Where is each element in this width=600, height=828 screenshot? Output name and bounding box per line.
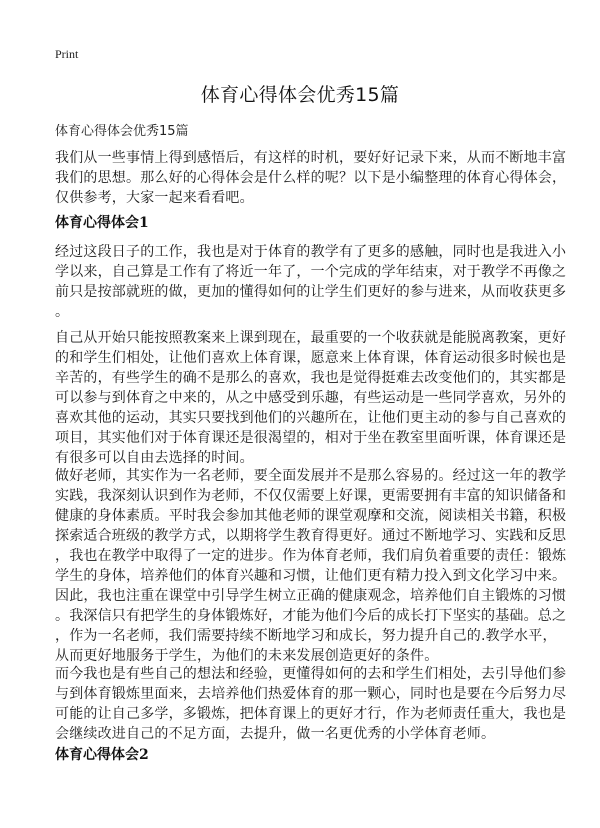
text-line: ，作为一名老师，我们需要持续不断地学习和成长，努力提升自己的.教学水平，	[55, 628, 557, 644]
text-line: 我们的思想。那么好的心得体会是什么样的呢？以下是小编整理的体育心得体会，	[55, 170, 567, 186]
text-line: 。我深信只有把学生的身体锻炼好，才能为他们今后的成长打下坚实的基础。总之	[55, 608, 567, 624]
print-label[interactable]: Print	[55, 47, 79, 61]
text-line: 前只是按部就班的做，更加的懂得如何的让学生们更好的参与进来，从而收获更多	[55, 284, 567, 300]
section-1-paragraph-3	[55, 466, 567, 666]
text-line: 因此，我也注重在课堂中引导学生树立正确的健康观念，培养他们自主锻炼的习惯	[55, 588, 567, 604]
text-line: 健康的身体素质。平时我会参加其他老师的课堂观摩和交流，阅读相关书籍，积极	[55, 508, 567, 524]
text-line: 从而更好地服务于学生，为他们的未来发展创造更好的条件。	[55, 648, 439, 664]
text-line: 经过这段日子的工作，我也是对于体育的教学有了更多的感触，同时也是我进入小	[55, 244, 567, 260]
text-line: 会继续改进自己的不足方面，去提升，做一名更优秀的小学体育老师。	[55, 726, 496, 742]
text-line: 学生的身体，培养他们的体育兴趣和习惯，让他们更有精力投入到文化学习中来。	[55, 568, 567, 584]
text-line: 项目，其实他们对于体育课还是很渴望的，相对于坐在教室里面听课，体育课还是	[55, 430, 567, 446]
text-line: 。	[55, 304, 70, 320]
text-line: 可能的让自己多学，多锻炼，把体育课上的更好才行，作为老师责任重大，我也是	[55, 706, 567, 722]
text-line: 的和学生们相处，让他们喜欢上体育课，愿意来上体育课，体育运动很多时候也是	[55, 350, 567, 366]
text-line: 有很多可以自由去选择的时间。	[55, 450, 254, 466]
text-line: 喜欢其他的运动，其实只要找到他们的兴趣所在，让他们更主动的参与自己喜欢的	[55, 410, 567, 426]
document-title: 体育心得体会优秀15篇	[200, 84, 400, 106]
text-line: 可以参与到体育之中来的，从之中感受到乐趣，有些运动是一些同学喜欢，另外的	[55, 390, 567, 406]
text-line: 做好老师，其实作为一名老师，要全面发展并不是那么容易的。经过这一年的教学	[55, 468, 567, 484]
intro-paragraph	[55, 148, 567, 208]
section-heading-1: 体育心得体会1	[55, 215, 149, 231]
text-line: 我们从一些事情上得到感悟后，有这样的时机，要好好记录下来，从而不断地丰富	[55, 150, 567, 166]
text-line: 自己从开始只能按照教案来上课到现在，最重要的一个收获就是能脱离教案，更好	[55, 330, 567, 346]
text-line: 探索适合班级的教学方式，以期将学生教育得更好。通过不断地学习、实践和反思	[55, 528, 567, 544]
document-subtitle: 体育心得体会优秀15篇	[55, 124, 189, 139]
text-line: 学以来，自己算是工作有了将近一年了，一个完成的学年结束，对于教学不再像之	[55, 264, 567, 280]
section-1-paragraph-4	[55, 664, 567, 744]
text-line: 辛苦的，有些学生的确不是那么的喜欢，我也是觉得挺难去改变他们的，其实都是	[55, 370, 567, 386]
section-1-paragraph-2	[55, 328, 567, 468]
text-line: ，我也在教学中取得了一定的进步。作为体育老师，我们肩负着重要的责任：锻炼	[55, 548, 567, 564]
section-1-paragraph-1	[55, 242, 567, 322]
text-line: 实践，我深刻认识到作为老师，不仅仅需要上好课，更需要拥有丰富的知识储备和	[55, 488, 567, 504]
text-line: 而今我也是有些自己的想法和经验，更懂得如何的去和学生们相处，去引导他们参	[55, 666, 567, 682]
text-line: 仅供参考，大家一起来看看吧。	[55, 190, 254, 206]
text-line: 与到体育锻炼里面来，去培养他们热爱体育的那一颗心，同时也是要在今后努力尽	[55, 686, 567, 702]
section-heading-2: 体育心得体会2	[55, 747, 149, 763]
